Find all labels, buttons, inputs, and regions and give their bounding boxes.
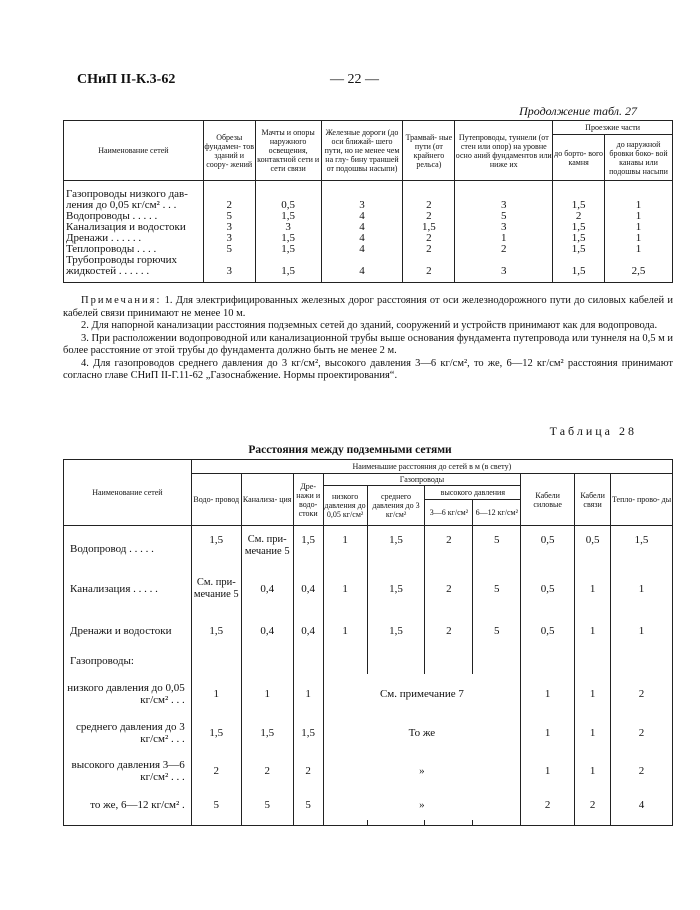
table-row: низкого давления до 0,05 кг/см² . . . 1 1 1 См. примечание 7 1 1 2	[64, 674, 673, 714]
col-header-ditch: до наружной бровки боко- вой канавы или подошвы насыпи	[605, 135, 673, 181]
col-header-heat: Тепло- прово- ды	[611, 474, 673, 526]
col-header-roadways: Проезжие части	[553, 121, 673, 135]
page-number: — 22 —	[330, 72, 379, 87]
col-header-railways: Железные дороги (до оси ближай- шего пути, но не менее чем на глу- бину траншей от подошвы насыпи)	[321, 121, 403, 181]
table-row: высокого давления 3—6 кг/см² . . . 2 2 2 » 1 1 2	[64, 752, 673, 790]
notes-label: Примечания:	[81, 295, 162, 306]
table-27	[63, 120, 673, 283]
document-code: СНиП II-К.3-62	[77, 72, 176, 87]
col-header-power-cables: Кабели силовые	[521, 474, 575, 526]
col-header-tram: Трамвай- ные пути (от крайнего рельса)	[403, 121, 455, 181]
col-header-masts: Мачты и опоры наружного освещения, контактной сети и сети связи	[255, 121, 321, 181]
table-27-notes	[63, 295, 673, 383]
col-header-comm-cables: Кабели связи	[575, 474, 611, 526]
col-header-foundations: Обрезы фундамен- тов зданий и соору- жений	[203, 121, 255, 181]
table-continuation-label: Продолжение табл. 27	[519, 104, 637, 118]
table-row: Канализация . . . . . См. при- мечание 5 0,4 0,4 1 1,5 2 5 0,5 1 1	[64, 564, 673, 614]
col-header-gas-high: высокого давления	[425, 486, 521, 500]
note-4: 4. Для газопроводов среднего давления до 3 кг/см², высокого давления 3—6 кг/см², то же, 6—12 кг/см² расстояния принимают согласно главе СНиП II-Г.11-62 „Газоснабжение. Нормы проектирования“.	[63, 357, 673, 381]
col-header-name: Наименование сетей	[64, 121, 204, 181]
table-row: Водопроводы . . . . . 5 1,5 4 2 5 2 1	[64, 211, 673, 222]
col-header-gas-high-2: 6—12 кг/см²	[473, 500, 521, 526]
col-header-name: Наименование сетей	[64, 460, 192, 526]
table-row: Водопровод . . . . . 1,5 См. при- мечание 5 1,5 1 1,5 2 5 0,5 0,5 1,5	[64, 534, 673, 564]
col-header-gas-low: низкого давления до 0,05 кг/см²	[323, 486, 367, 526]
table-row: Теплопроводы . . . . 5 1,5 4 2 2 1,5 1	[64, 244, 673, 255]
note-3: 3. При расположении водопроводной или канализационной трубы выше основания фундамента путепровода или туннеля на 0,5 м и более расстояние от этой трубы до фундамента должно быть не менее 2 м.	[63, 332, 673, 356]
table-row: Канализация и водостоки 3 3 4 1,5 3 1,5 1	[64, 222, 673, 233]
table-28-title: Расстояния между подземными сетями	[248, 444, 452, 456]
col-header-overpasses: Путепроводы, туннели (от стен или опор) на уровне осно аний фундаментов или ниже их	[455, 121, 553, 181]
table-row-group-title: Газопроводы:	[64, 648, 673, 674]
table-row: Дренажи и водостоки 1,5 0,4 0,4 1 1,5 2 5 0,5 1 1	[64, 614, 673, 648]
note-2: 2. Для напорной канализации расстояния подземных сетей до зданий, сооружений и устройств принимают как для водопровода.	[81, 320, 658, 331]
table-row: Трубопроводы горючих жидкостей . . . . . . 3 1,5 4 2 3 1,5 2,5	[64, 255, 673, 277]
table-row: то же, 6—12 кг/см² . 5 5 5 » 2 2 4	[64, 790, 673, 820]
table-28-label: Таблица 28	[549, 424, 637, 438]
col-header-gas-mid: среднего давления до 3 кг/см²	[367, 486, 425, 526]
table-28	[63, 459, 673, 826]
col-header-drain: Дре- нажи и водо- стоки	[293, 474, 323, 526]
table-row: Газопроводы низкого дав- ления до 0,05 кг/см² . . . 2 0,5 3 2 3 1,5 1	[64, 189, 673, 211]
col-header-curb: до борто- вого камня	[553, 135, 605, 181]
col-header-sewer: Канализа- ция	[241, 474, 293, 526]
col-header-gas: Газопроводы	[323, 474, 521, 486]
col-header-distances: Наименьшие расстояния до сетей в м (в свету)	[191, 460, 672, 474]
table-row: среднего давления до 3 кг/см² . . . 1,5 1,5 1,5 То же 1 1 2	[64, 714, 673, 752]
col-header-water: Водо- провод	[191, 474, 241, 526]
table-row: Дренажи . . . . . . 3 1,5 4 2 1 1,5 1	[64, 233, 673, 244]
note-1: 1. Для электрифицированных железных дорог расстояния от оси железнодорожного пути до силовых кабелей и кабелей связи принимают не менее 10 м.	[63, 295, 673, 319]
col-header-gas-high-1: 3—6 кг/см²	[425, 500, 473, 526]
